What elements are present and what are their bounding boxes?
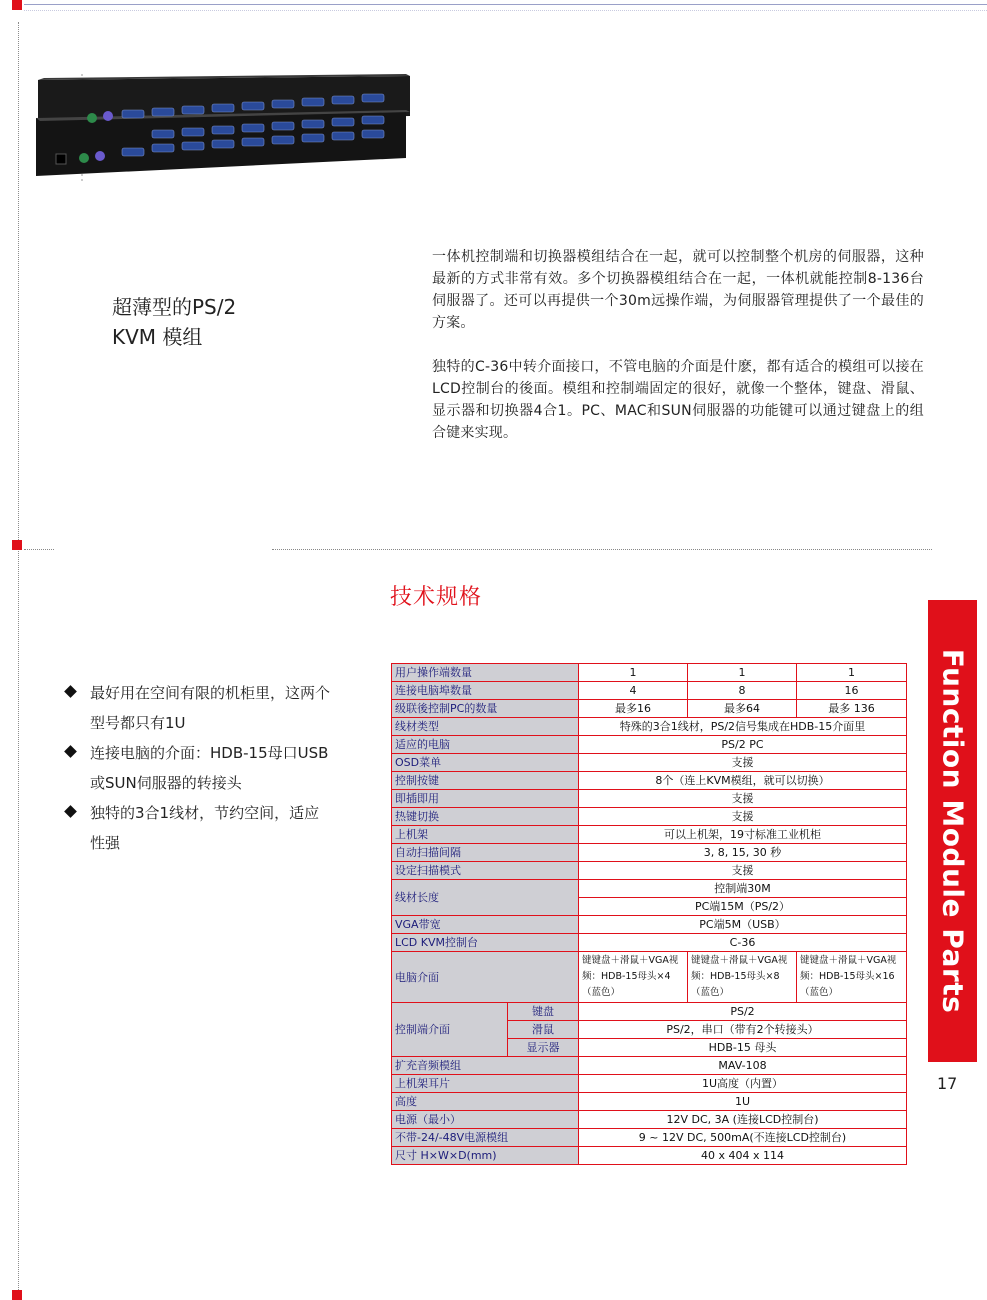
spec-value: 控制端30M (579, 880, 907, 898)
section-dotted-rule-left (24, 549, 54, 550)
table-row (392, 1075, 907, 1093)
spec-label: 线材类型 (392, 718, 579, 736)
spec-label: OSD菜单 (392, 754, 579, 772)
spec-table (391, 663, 907, 1165)
feature-item (64, 678, 334, 738)
spec-label: 连接电脑埠数量 (392, 682, 579, 700)
spec-sublabel: 滑鼠 (508, 1021, 579, 1039)
table-row (392, 664, 907, 682)
table-row (392, 952, 907, 1003)
spec-label: 自动扫描间隔 (392, 844, 579, 862)
spec-value: PS/2，串口（带有2个转接头） (579, 1021, 907, 1039)
spec-label: VGA带宽 (392, 916, 579, 934)
spec-label: LCD KVM控制台 (392, 934, 579, 952)
table-row (392, 1003, 907, 1021)
table-row (392, 700, 907, 718)
table-row (392, 826, 907, 844)
page-number: 17 (937, 1074, 958, 1093)
table-row (392, 844, 907, 862)
spec-value: 最多16 (579, 700, 688, 718)
spec-label: 控制按键 (392, 772, 579, 790)
diamond-bullet-icon (64, 685, 77, 698)
top-rule (24, 4, 987, 5)
spec-value: MAV-108 (579, 1057, 907, 1075)
spec-value: PC端5M（USB） (579, 916, 907, 934)
spec-sublabel: 显示器 (508, 1039, 579, 1057)
feature-text: 最好用在空间有限的机柜里，这两个型号都只有1U (90, 684, 331, 732)
table-row (392, 808, 907, 826)
spec-value: 支援 (579, 754, 907, 772)
spec-value: 支援 (579, 862, 907, 880)
spec-label: 级联後控制PC的数量 (392, 700, 579, 718)
top-dotted-rule (24, 10, 987, 11)
spec-value: 最多 136 (797, 700, 907, 718)
spec-value: 键键盘＋滑鼠＋VGA视频：HDB-15母头×4（蓝色） (579, 952, 688, 1003)
spec-value: 可以上机架，19寸标准工业机柜 (579, 826, 907, 844)
table-row (392, 862, 907, 880)
spec-value: 40 x 404 x 114 (579, 1147, 907, 1165)
spec-label: 电源（最小） (392, 1111, 579, 1129)
spec-value: 4 (579, 682, 688, 700)
spec-label: 上机架耳片 (392, 1075, 579, 1093)
table-row (392, 880, 907, 898)
table-row (392, 754, 907, 772)
table-row (392, 790, 907, 808)
spec-value: 支援 (579, 808, 907, 826)
spec-value: PS/2 (579, 1003, 907, 1021)
spec-value: 1 (797, 664, 907, 682)
spec-value: HDB-15 母头 (579, 1039, 907, 1057)
spec-label: 扩充音频模组 (392, 1057, 579, 1075)
spec-value: 8 (688, 682, 797, 700)
table-row (392, 1147, 907, 1165)
table-row (392, 736, 907, 754)
spec-value: 1 (579, 664, 688, 682)
diamond-bullet-icon (64, 805, 77, 818)
feature-item (64, 798, 334, 858)
diamond-bullet-icon (64, 745, 77, 758)
feature-text: 独特的3合1线材，节约空间，适应性强 (90, 804, 320, 852)
table-row (392, 916, 907, 934)
spec-value: PS/2 PC (579, 736, 907, 754)
feature-item (64, 738, 334, 798)
spec-label: 不带-24/-48V电源模组 (392, 1129, 579, 1147)
section-side-tab (928, 600, 977, 1062)
table-row (392, 718, 907, 736)
spec-value: 支援 (579, 790, 907, 808)
section-marker (12, 540, 22, 550)
spec-label: 高度 (392, 1093, 579, 1111)
table-row (392, 1057, 907, 1075)
spec-heading: 技术规格 (390, 585, 483, 610)
feature-list (64, 678, 334, 858)
spec-value: C-36 (579, 934, 907, 952)
spec-value: 12V DC, 3A (连接LCD控制台) (579, 1111, 907, 1129)
spec-value: 3, 8, 15, 30 秒 (579, 844, 907, 862)
table-row (392, 1129, 907, 1147)
table-row (392, 1111, 907, 1129)
spec-label: 适应的电脑 (392, 736, 579, 754)
spec-value: 16 (797, 682, 907, 700)
spec-value: 键键盘＋滑鼠＋VGA视频：HDB-15母头×8（蓝色） (688, 952, 797, 1003)
spec-value: 特殊的3合1线材，PS/2信号集成在HDB-15介面里 (579, 718, 907, 736)
left-dotted-rule (18, 22, 19, 1300)
description-paragraph: 一体机控制端和切换器模组结合在一起，就可以控制整个机房的伺服器，这种最新的方式非常有效。多个切换器模组结合在一起，一体机就能控制8-136台伺服器了。还可以再提供一个30m远操作端，为伺服器管理提供了一个最佳的方案。 (432, 249, 924, 331)
feature-text: 连接电脑的介面：HDB-15母口USB或SUN伺服器的转接头 (90, 744, 329, 792)
corner-marker (12, 0, 22, 10)
product-description (432, 246, 924, 466)
spec-label: 上机架 (392, 826, 579, 844)
kvm-module-photo (34, 74, 414, 184)
spec-value: 8个（连上KVM模组，就可以切换） (579, 772, 907, 790)
spec-value: PC端15M（PS/2） (579, 898, 907, 916)
product-title (112, 292, 236, 352)
spec-label: 热键切换 (392, 808, 579, 826)
description-paragraph: 独特的C-36中转介面接口，不管电脑的介面是什麽，都有适合的模组可以接在LCD控制台的後面。模组和控制端固定的很好，就像一个整体，键盘、滑鼠、显示器和切换器4合1。PC、MAC和SUN伺服器的功能键可以通过键盘上的组合键来实现。 (432, 359, 924, 441)
spec-value: 键键盘＋滑鼠＋VGA视频：HDB-15母头×16（蓝色） (797, 952, 907, 1003)
table-row (392, 682, 907, 700)
spec-label: 线材长度 (392, 880, 579, 916)
table-row (392, 934, 907, 952)
side-tab-label: Function Module Parts (936, 648, 969, 1014)
spec-value: 1U (579, 1093, 907, 1111)
product-title-line2: KVM 模组 (112, 325, 203, 349)
spec-label: 尺寸 H×W×D(mm) (392, 1147, 579, 1165)
spec-sublabel: 键盘 (508, 1003, 579, 1021)
section-dotted-rule-right (272, 549, 932, 550)
spec-label: 设定扫描模式 (392, 862, 579, 880)
spec-value: 1 (688, 664, 797, 682)
product-title-line1: 超薄型的PS/2 (112, 295, 237, 319)
table-row (392, 772, 907, 790)
bottom-marker (12, 1290, 22, 1300)
spec-label: 即插即用 (392, 790, 579, 808)
spec-label: 控制端介面 (392, 1003, 508, 1057)
spec-label: 电脑介面 (392, 952, 579, 1003)
spec-value: 1U高度（内置） (579, 1075, 907, 1093)
table-row (392, 1093, 907, 1111)
spec-value: 9 ~ 12V DC, 500mA(不连接LCD控制台) (579, 1129, 907, 1147)
spec-label: 用户操作端数量 (392, 664, 579, 682)
spec-value: 最多64 (688, 700, 797, 718)
